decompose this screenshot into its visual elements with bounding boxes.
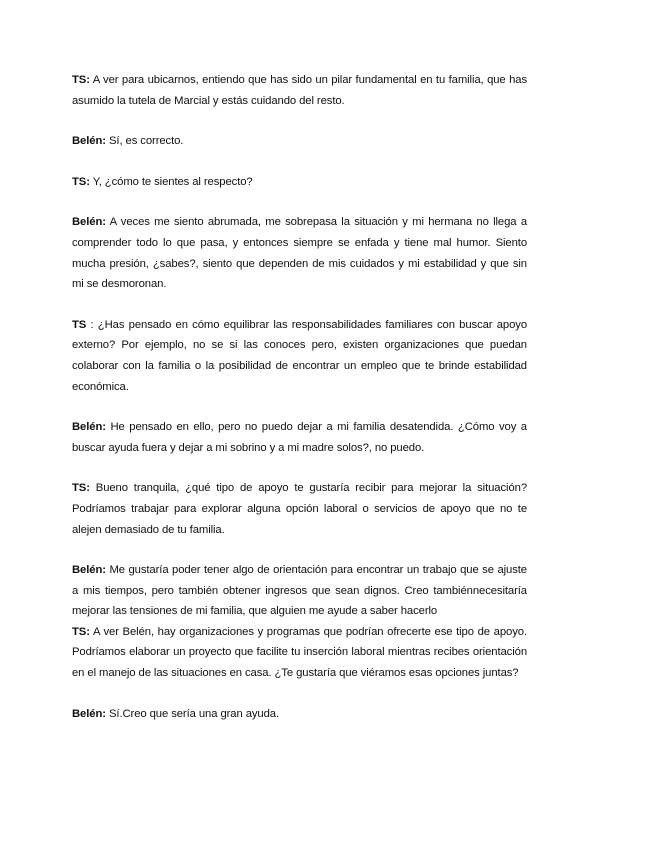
speaker-label: TS [72,318,87,331]
speaker-label: Belén: [72,421,106,434]
speaker-label: TS: [72,482,90,495]
dialogue-text: : ¿Has pensado en cómo equilibrar las responsabilidades familiares con buscar apoyo externo? Por ejemplo, no se si las conoces pero, existen organizaciones que puedan colaborar con la familia o la posibilidad de encontrar un empleo que te brinde estabilidad económica. [72,318,527,393]
dialogue-turn-3 [72,172,527,193]
dialogue-turn-6 [72,417,527,458]
speaker-label: Belén: [72,135,106,148]
dialogue-text: A ver Belén, hay organizaciones y programas que podrían ofrecerte ese tipo de apoyo. Podríamos elaborar un proyecto que facilite tu inserción laboral mientras recibes orientación en el manejo de las situaciones en casa. ¿Te gustaría que viéramos esas opciones juntas? [72,625,527,680]
dialogue-text: Me gustaría poder tener algo de orientación para encontrar un trabajo que se ajuste a mis tiempos, pero también obtener ingresos que sean dignos. Creo tambiénnecesitaría mejorar las tensiones de mi familia, que alguien me ayude a saber hacerlo [72,564,527,618]
speaker-label: TS: [72,625,90,638]
dialogue-text: Sí, es correcto. [105,135,184,148]
dialogue-turn-10 [72,704,527,725]
speaker-label: Belén: [72,564,106,577]
dialogue-text: A veces me siento abrumada, me sobrepasa la situación y mi hermana no llega a comprender todo lo que pasa, y entonces siempre se enfada y tiene mal humor. Siento mucha presión, ¿sabes?, siento que dependen de mis cuidados y mi estabilidad y que sin mi se desmoronan. [72,216,527,291]
dialogue-text: Y, ¿cómo te sientes al respecto? [89,175,253,188]
dialogue-turn-5 [72,315,527,397]
dialogue-turn-7 [72,478,527,540]
speaker-label: Belén: [72,707,106,720]
dialogue-turn-2 [72,131,527,152]
dialogue-text: Sí.Creo que sería una gran ayuda. [105,707,280,720]
speaker-label: Belén: [72,216,106,229]
dialogue-text: A ver para ubicarnos, entiendo que has sido un pilar fundamental en tu familia, que has asumido la tutela de Marcial y estás cuidando del resto. [72,74,527,107]
transcript-page [72,70,527,744]
dialogue-turn-9 [72,622,527,684]
dialogue-turn-4 [72,212,527,294]
speaker-label: TS: [72,175,90,188]
speaker-label: TS: [72,74,90,86]
dialogue-text: He pensado en ello, pero no puedo dejar a mi familia desatendida. ¿Cómo voy a buscar ayuda fuera y dejar a mi sobrino y a mi madre solos?, no puedo. [72,421,527,454]
dialogue-turn-1 [72,70,527,111]
dialogue-turn-8 [72,560,527,622]
dialogue-text: Bueno tranquila, ¿qué tipo de apoyo te gustaría recibir para mejorar la situación? Podríamos trabajar para explorar alguna opción laboral o servicios de apoyo que no te alejen demasiado de tu familia. [72,482,527,536]
